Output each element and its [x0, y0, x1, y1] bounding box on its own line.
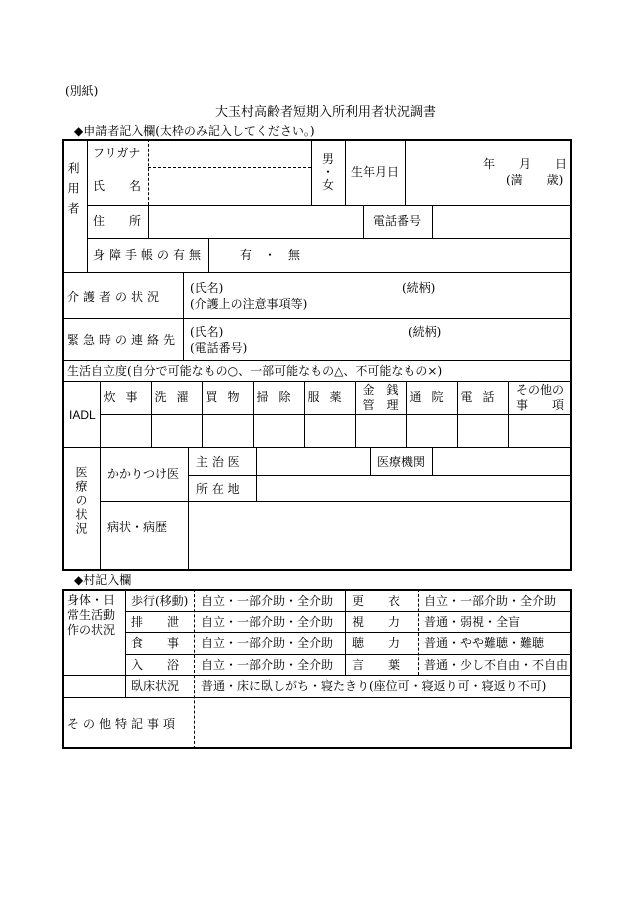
attending-doctor-label: 主 治 医 — [196, 455, 240, 469]
adl-item-hearing: 聴 力 — [352, 636, 401, 650]
adl-value-walking[interactable]: 自立・一部介助・全介助 — [201, 594, 334, 608]
history-field[interactable] — [190, 503, 570, 570]
independence-legend: 生活自立度(自分で可能なもの○、一部可能なもの△、不可能なもの×) — [67, 364, 443, 378]
iadl-cell-money[interactable] — [356, 415, 406, 447]
iadl-label: IADL — [69, 408, 96, 422]
adl-value-hearing[interactable]: 普通・やや難聴・難聴 — [424, 636, 545, 650]
iadl-cell-shopping[interactable] — [203, 415, 253, 447]
other-notes-label: その他特記事項 — [67, 717, 180, 731]
emergency-phone-label: (電話番号) — [190, 341, 248, 355]
iadl-cell-hospital[interactable] — [407, 415, 457, 447]
age-field[interactable]: (満 歳) — [506, 173, 564, 187]
history-label: 病状・病歴 — [107, 520, 168, 534]
iadl-medication: 服薬 — [307, 390, 352, 404]
adl-label-l1: 身体・日 — [67, 593, 116, 607]
caregiver-label: 介護者の状況 — [67, 290, 164, 304]
medical-status-label: 医療の状況 — [74, 466, 88, 536]
disability-book-choice[interactable]: 有 ・ 無 — [240, 248, 301, 262]
attachment-label: (別紙) — [65, 84, 99, 98]
adl-label-l3: 作の状況 — [67, 623, 116, 637]
iadl-cell-other[interactable] — [509, 415, 570, 447]
form-title: 大玉村高齢者短期入所利用者状況調書 — [215, 105, 437, 120]
iadl-laundry: 洗濯 — [154, 390, 199, 404]
birthdate-field[interactable]: 年 月 日 — [483, 157, 568, 171]
institution-field[interactable] — [434, 449, 570, 474]
phone-label: 電話番号 — [373, 214, 422, 228]
gender-female[interactable]: 女 — [322, 178, 335, 192]
institution-label: 医療機関 — [377, 455, 426, 469]
location-label: 所 在 地 — [196, 482, 240, 496]
adl-item-dressing: 更 衣 — [352, 594, 401, 608]
name-field[interactable] — [150, 169, 310, 204]
attending-doctor-field[interactable] — [258, 449, 369, 474]
section-applicant-heading: ◆申請者記入欄(太枠のみ記入してください。) — [74, 124, 315, 138]
caregiver-field[interactable] — [185, 274, 570, 317]
other-notes-field[interactable] — [196, 699, 570, 747]
emergency-field[interactable] — [185, 320, 570, 359]
family-doctor-label: かかりつけ医 — [107, 467, 180, 481]
emergency-contact-label: 緊急時の連絡先 — [67, 333, 180, 347]
gender-separator: ・ — [322, 165, 335, 179]
iadl-cell-cooking[interactable] — [101, 415, 151, 447]
iadl-hospital: 通院 — [409, 390, 454, 404]
phone-field[interactable] — [434, 207, 570, 237]
name-label: 氏 名 — [93, 179, 142, 193]
iadl-cell-cleaning[interactable] — [254, 415, 304, 447]
emergency-relation-label: (続柄) — [408, 325, 442, 339]
bed-status-value[interactable]: 普通・床に臥しがち・寝たきり(座位可・寝返り可・寝返り不可) — [201, 679, 547, 693]
iadl-money-l1: 金 銭 — [362, 383, 399, 397]
adl-value-vision[interactable]: 普通・弱視・全盲 — [424, 615, 521, 629]
adl-value-bathing[interactable]: 自立・一部介助・全介助 — [201, 658, 334, 672]
iadl-cell-laundry[interactable] — [152, 415, 202, 447]
address-label: 住 所 — [93, 214, 142, 228]
iadl-other-l1: その他の — [515, 383, 564, 397]
iadl-cell-medication[interactable] — [305, 415, 355, 447]
furigana-label: フリガナ — [93, 146, 141, 160]
bed-status-label: 臥床状況 — [131, 679, 180, 693]
gender-male[interactable]: 男 — [322, 152, 335, 166]
iadl-other-l2: 事 項 — [515, 398, 564, 412]
user-label: 利用者 — [66, 162, 80, 222]
section-village-heading: ◆村記入欄 — [74, 573, 132, 587]
iadl-money-l2: 管 理 — [362, 398, 399, 412]
adl-item-excretion: 排 泄 — [131, 615, 180, 629]
caregiver-relation-label: (続柄) — [402, 281, 436, 295]
adl-item-bathing: 入 浴 — [131, 658, 180, 672]
adl-item-vision: 視 力 — [352, 615, 401, 629]
adl-value-eating[interactable]: 自立・一部介助・全介助 — [201, 636, 334, 650]
address-field[interactable] — [150, 207, 362, 237]
adl-value-excretion[interactable]: 自立・一部介助・全介助 — [201, 615, 334, 629]
location-field[interactable] — [258, 477, 570, 500]
iadl-cooking: 炊事 — [103, 390, 148, 404]
adl-item-eating: 食 事 — [131, 636, 180, 650]
furigana-field[interactable] — [150, 141, 310, 166]
adl-item-walking: 歩行(移動) — [131, 594, 189, 608]
emergency-name-label: (氏名) — [190, 325, 224, 339]
birthdate-label: 生年月日 — [351, 165, 400, 179]
adl-value-dressing[interactable]: 自立・一部介助・全介助 — [424, 594, 557, 608]
iadl-cell-phone[interactable] — [458, 415, 508, 447]
adl-item-speech: 言 葉 — [352, 658, 401, 672]
iadl-shopping: 買物 — [205, 390, 250, 404]
iadl-cleaning: 掃除 — [256, 390, 301, 404]
caregiver-notes-label: (介護上の注意事項等) — [190, 297, 308, 311]
adl-value-speech[interactable]: 普通・少し不自由・不自由 — [424, 658, 569, 672]
disability-book-label: 身障手帳の有無 — [93, 248, 206, 262]
caregiver-name-label: (氏名) — [190, 281, 224, 295]
adl-label-l2: 常生活動 — [67, 608, 116, 622]
iadl-phone: 電話 — [460, 390, 505, 404]
